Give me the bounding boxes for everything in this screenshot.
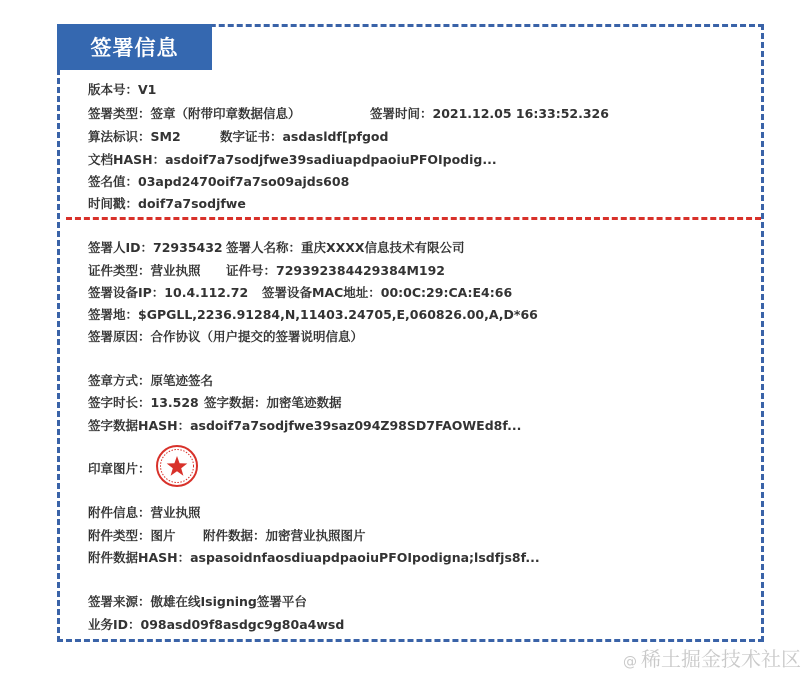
attachment-hash-line: 附件数据HASH：aspasoidnfaosdiuapdpaoiuPFOIpodigna;lsdfjs8f...: [88, 550, 540, 565]
section-title: 签署信息: [57, 24, 212, 70]
certificate-line: 数字证书：asdasldf[pfgod: [220, 129, 389, 144]
seal-image-label: 印章图片：: [88, 461, 151, 476]
algorithm-line: 算法标识：SM2: [88, 129, 181, 144]
attachment-data-line: 附件数据：加密营业执照图片: [203, 528, 366, 543]
watermark-at: @: [623, 654, 637, 670]
sign-duration-line: 签字时长：13.528: [88, 395, 199, 410]
watermark: [623, 643, 801, 672]
seal-stamp-icon: [155, 444, 199, 488]
sign-data-hash-line: 签字数据HASH：asdoif7a7sodjfwe39saz094Z98SD7FAOWEd8f...: [88, 418, 522, 433]
signature-value-line: 签名值：03apd2470oif7a7so09ajds608: [88, 174, 350, 189]
location-line: 签署地：$GPGLL,2236.91284,N,11403.24705,E,060826.00,A,D*66: [88, 307, 538, 322]
doc-hash-line: 文档HASH：asdoif7a7sodjfwe39sadiuapdpaoiuPFOIpodig...: [88, 152, 497, 167]
device-mac-line: 签署设备MAC地址：00:0C:29:CA:E4:66: [262, 285, 513, 300]
timestamp-line: 时间戳：doif7a7sodjfwe: [88, 196, 246, 211]
watermark-text: 稀土掘金技术社区: [641, 647, 801, 671]
attachment-info-line: 附件信息：营业执照: [88, 505, 201, 520]
signer-name-line: 签署人名称：重庆XXXX信息技术有限公司: [226, 240, 465, 255]
attachment-type-line: 附件类型：图片: [88, 528, 176, 543]
business-id-line: 业务ID：098asd09f8asdgc9g80a4wsd: [88, 617, 345, 632]
signer-id-line: 签署人ID：72935432: [88, 240, 223, 255]
sign-type-line: 签署类型：签章（附带印章数据信息）: [88, 106, 301, 121]
cert-type-line: 证件类型：营业执照: [88, 263, 201, 278]
seal-method-line: 签章方式：原笔迹签名: [88, 373, 214, 388]
version-line: 版本号：V1: [88, 82, 157, 97]
sign-source-line: 签署来源：傲雄在线Isigning签署平台: [88, 594, 307, 609]
reason-line: 签署原因：合作协议（用户提交的签署说明信息）: [88, 329, 364, 344]
sign-time-line: 签署时间：2021.12.05 16:33:52.326: [370, 106, 609, 121]
sign-data-line: 签字数据：加密笔迹数据: [204, 395, 342, 410]
section-divider: [66, 217, 761, 220]
device-ip-line: 签署设备IP：10.4.112.72: [88, 285, 249, 300]
cert-no-line: 证件号：729392384429384M192: [226, 263, 445, 278]
